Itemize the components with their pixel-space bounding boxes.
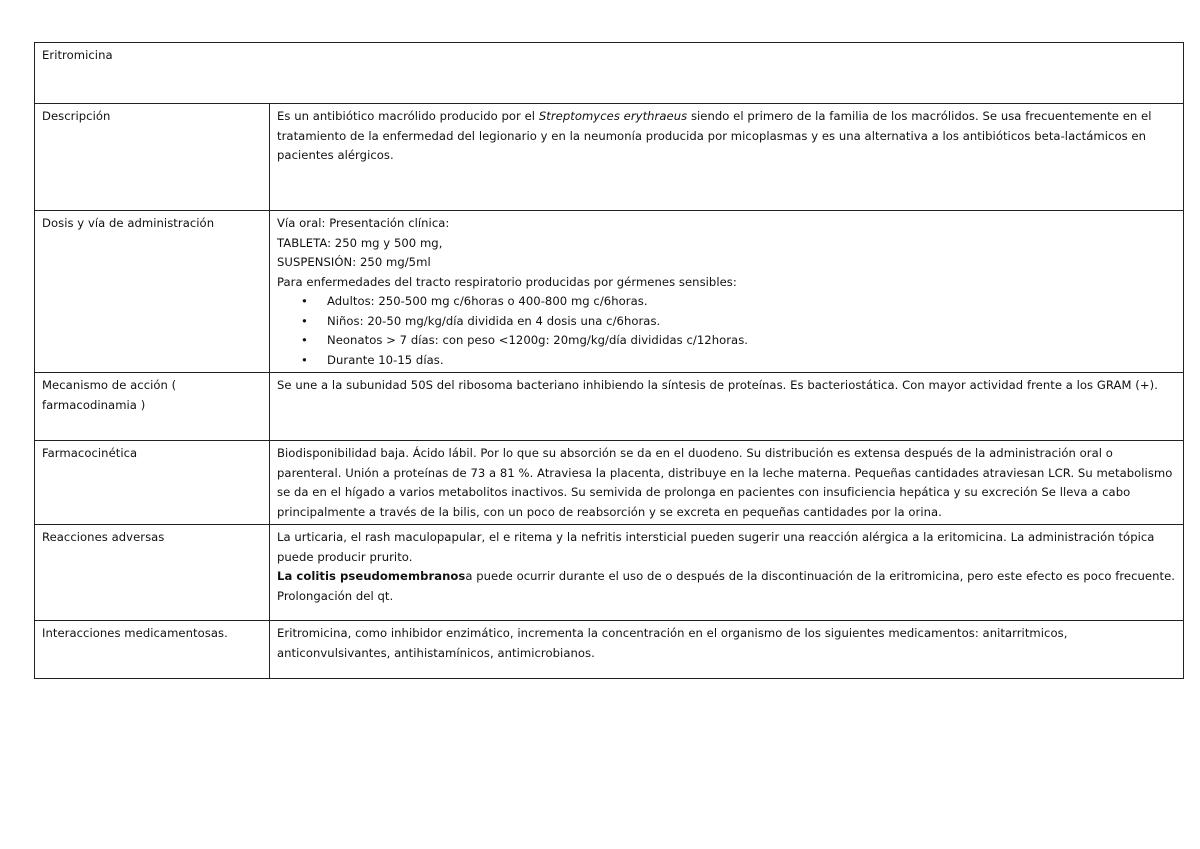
interacciones-content: Eritromicina, como inhibidor enzimático, incrementa la concentración en el organismo de los siguientes medicamentos: anitarritmicos, anticonvulsivantes, antihistamínicos, antimicrobianos. [270, 621, 1184, 679]
farmacocinetica-row [35, 441, 1184, 525]
dosis-bullet-item [301, 312, 1176, 332]
descripcion-label: Descripción [35, 104, 270, 211]
dosis-label: Dosis y vía de administración [35, 211, 270, 373]
dosis-line-via: Vía oral: Presentación clínica: [277, 216, 450, 230]
dosis-row [35, 211, 1184, 373]
descripcion-text-start: Es un antibiótico macrólido producido por el [277, 109, 539, 123]
mecanismo-label: Mecanismo de acción ( farmacodinamia ) [35, 373, 270, 441]
reacciones-line-colitis [277, 567, 1176, 587]
bullet-icon: • [301, 294, 308, 308]
dosis-line-tableta: TABLETA: 250 mg y 500 mg, [277, 235, 443, 250]
reacciones-line-qt: Prolongación del qt. [277, 588, 394, 603]
dosis-content [270, 211, 1184, 373]
dosis-line-suspension: SUSPENSIÓN: 250 mg/5ml [277, 255, 431, 269]
mecanismo-row [35, 373, 1184, 441]
bullet-icon: • [301, 313, 308, 328]
reacciones-row [35, 525, 1184, 621]
drug-info-table [34, 42, 1184, 679]
farmacocinetica-content: Biodisponibilidad baja. Ácido lábil. Por lo que su absorción se da en el duodeno. Su distribución es extensa después de la administración oral o parenteral. Unión a proteínas de 73 a 81 %. Atraviesa la placenta, distribuye en la leche materna. Pequeñas cantidades atraviesan LCR. Su metabolismo se da en el hígado a varios metabolitos inactivos. Su semivida de prolonga en pacientes con insuficiencia hepática y su excreción Se lleva a cabo principalmente a través de la bilis, con un poco de reabsorción y se excreta en pequeñas cantidades por la orina. [270, 441, 1184, 525]
document-title: Eritromicina [42, 48, 113, 62]
farmacocinetica-label: Farmacocinética [35, 441, 270, 525]
reacciones-colitis-rest: a puede ocurrir durante el uso de o después de la discontinuación de la eritromicina, pero este efecto es poco frecuente. [465, 569, 1176, 583]
bullet-icon: • [301, 352, 308, 367]
dosis-bullet-text: Durante 10-15 días. [327, 352, 444, 367]
reacciones-content [270, 525, 1184, 621]
reacciones-label: Reacciones adversas [35, 525, 270, 621]
descripcion-row [35, 104, 1184, 211]
reacciones-line-alergia: La urticaria, el rash maculopapular, el e ritema y la nefritis intersticial pueden sugerir una reacción alérgica a la eritomicina. La administración tópica puede producir prurito. [277, 530, 1155, 564]
dosis-line-intro: Para enfermedades del tracto respiratorio producidas por gérmenes sensibles: [277, 274, 737, 289]
dosis-bullet-item [301, 292, 1176, 312]
dosis-bullet-text: Niños: 20-50 mg/kg/día dividida en 4 dosis una c/6horas. [327, 313, 661, 328]
interacciones-label: Interacciones medicamentosas. [35, 621, 270, 679]
interacciones-row [35, 621, 1184, 679]
descripcion-content [270, 104, 1184, 211]
descripcion-species-name: Streptomyces erythraeus [538, 109, 688, 123]
dosis-bullet-item [301, 331, 1176, 351]
mecanismo-content: Se une a la subunidad 50S del ribosoma bacteriano inhibiendo la síntesis de proteínas. Es bacteriostática. Con mayor actividad frente a los GRAM (+). [270, 373, 1184, 441]
dosis-bullet-text: Adultos: 250-500 mg c/6horas o 400-800 mg c/6horas. [327, 294, 648, 308]
document-page [34, 42, 1183, 679]
dosis-bullet-item [301, 351, 1176, 371]
dosis-bullet-list [277, 292, 1176, 370]
title-cell [35, 43, 1184, 104]
bullet-icon: • [301, 333, 308, 347]
title-row [35, 43, 1184, 104]
dosis-bullet-text: Neonatos > 7 días: con peso <1200g: 20mg/kg/día divididas c/12horas. [327, 333, 749, 347]
reacciones-bold-term: La colitis pseudomembranos [277, 569, 466, 583]
descripcion-text-end: siendo el primero de la familia de los macrólidos. Se usa frecuentemente en el tratamiento de la enfermedad del legionario y en la neumonía producida por micoplasmas y es una alternativa a los antibióticos beta-lactámicos en pacientes alérgicos. [277, 109, 1152, 162]
